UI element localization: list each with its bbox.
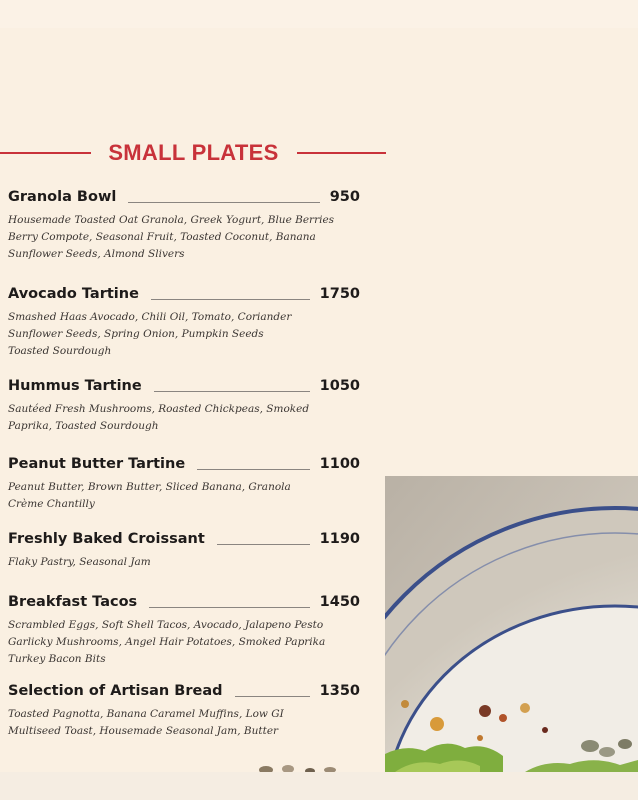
food-photo xyxy=(385,476,638,772)
header-rule-left xyxy=(0,152,91,154)
leader-line xyxy=(151,299,310,300)
desc-line: Smashed Haas Avocado, Chili Oil, Tomato, Coriander xyxy=(8,311,292,323)
section-header xyxy=(0,138,386,168)
desc-line: Garlicky Mushrooms, Angel Hair Potatoes, Smoked Paprika xyxy=(8,636,326,648)
garnish-strip xyxy=(252,760,386,772)
desc-line: Housemade Toasted Oat Granola, Greek Yogurt, Blue Berries xyxy=(8,214,335,226)
item-name: Freshly Baked Croissant xyxy=(8,531,205,547)
desc-line: Peanut Butter, Brown Butter, Sliced Banana, Granola xyxy=(8,481,291,493)
menu-item-avocado-tartine xyxy=(8,286,360,360)
desc-line: Turkey Bacon Bits xyxy=(8,653,106,665)
section-title: SMALL PLATES xyxy=(108,140,279,165)
menu-item-breakfast-tacos xyxy=(8,594,360,668)
top-band xyxy=(0,0,638,28)
item-description xyxy=(8,212,338,263)
item-price: 1350 xyxy=(319,683,360,699)
menu-item-artisan-bread xyxy=(8,683,360,740)
item-description xyxy=(8,554,338,571)
desc-line: Sunflower Seeds, Almond Slivers xyxy=(8,248,185,260)
item-price: 1750 xyxy=(319,286,360,302)
leader-line xyxy=(235,696,310,697)
item-description xyxy=(8,401,338,435)
item-name: Granola Bowl xyxy=(8,189,117,205)
desc-line: Toasted Sourdough xyxy=(8,345,112,357)
menu-item-peanut-butter-tartine xyxy=(8,456,360,513)
desc-line: Paprika, Toasted Sourdough xyxy=(8,420,159,432)
bottom-band xyxy=(0,772,638,800)
item-name: Peanut Butter Tartine xyxy=(8,456,186,472)
item-price: 1190 xyxy=(319,531,360,547)
desc-line: Toasted Pagnotta, Banana Caramel Muffins, Low GI xyxy=(8,708,284,720)
menu-item-croissant xyxy=(8,531,360,571)
header-rule-right xyxy=(297,152,386,154)
desc-line: Sautéed Fresh Mushrooms, Roasted Chickpeas, Smoked xyxy=(8,403,310,415)
item-name: Breakfast Tacos xyxy=(8,594,138,610)
menu-item-granola-bowl xyxy=(8,189,360,263)
item-name: Avocado Tartine xyxy=(8,286,139,302)
desc-line: Berry Compote, Seasonal Fruit, Toasted Coconut, Banana xyxy=(8,231,316,243)
desc-line: Scrambled Eggs, Soft Shell Tacos, Avocado, Jalapeno Pesto xyxy=(8,619,324,631)
leader-line xyxy=(217,544,310,545)
item-name: Hummus Tartine xyxy=(8,378,142,394)
garnish-illustration xyxy=(252,763,386,772)
leader-line xyxy=(128,202,319,203)
leader-line xyxy=(154,391,310,392)
leader-line xyxy=(149,607,309,608)
item-description xyxy=(8,706,338,740)
item-name: Selection of Artisan Bread xyxy=(8,683,223,699)
plate-illustration xyxy=(385,476,638,772)
menu-item-hummus-tartine xyxy=(8,378,360,435)
leader-line xyxy=(197,469,309,470)
item-description xyxy=(8,309,338,360)
item-price: 950 xyxy=(329,189,360,205)
desc-line: Sunflower Seeds, Spring Onion, Pumpkin Seeds xyxy=(8,328,264,340)
desc-line: Crème Chantilly xyxy=(8,498,95,510)
item-price: 1050 xyxy=(319,378,360,394)
item-description xyxy=(8,617,338,668)
item-price: 1100 xyxy=(319,456,360,472)
item-price: 1450 xyxy=(319,594,360,610)
desc-line: Multiseed Toast, Housemade Seasonal Jam, Butter xyxy=(8,725,279,737)
desc-line: Flaky Pastry, Seasonal Jam xyxy=(8,556,151,568)
item-description xyxy=(8,479,338,513)
